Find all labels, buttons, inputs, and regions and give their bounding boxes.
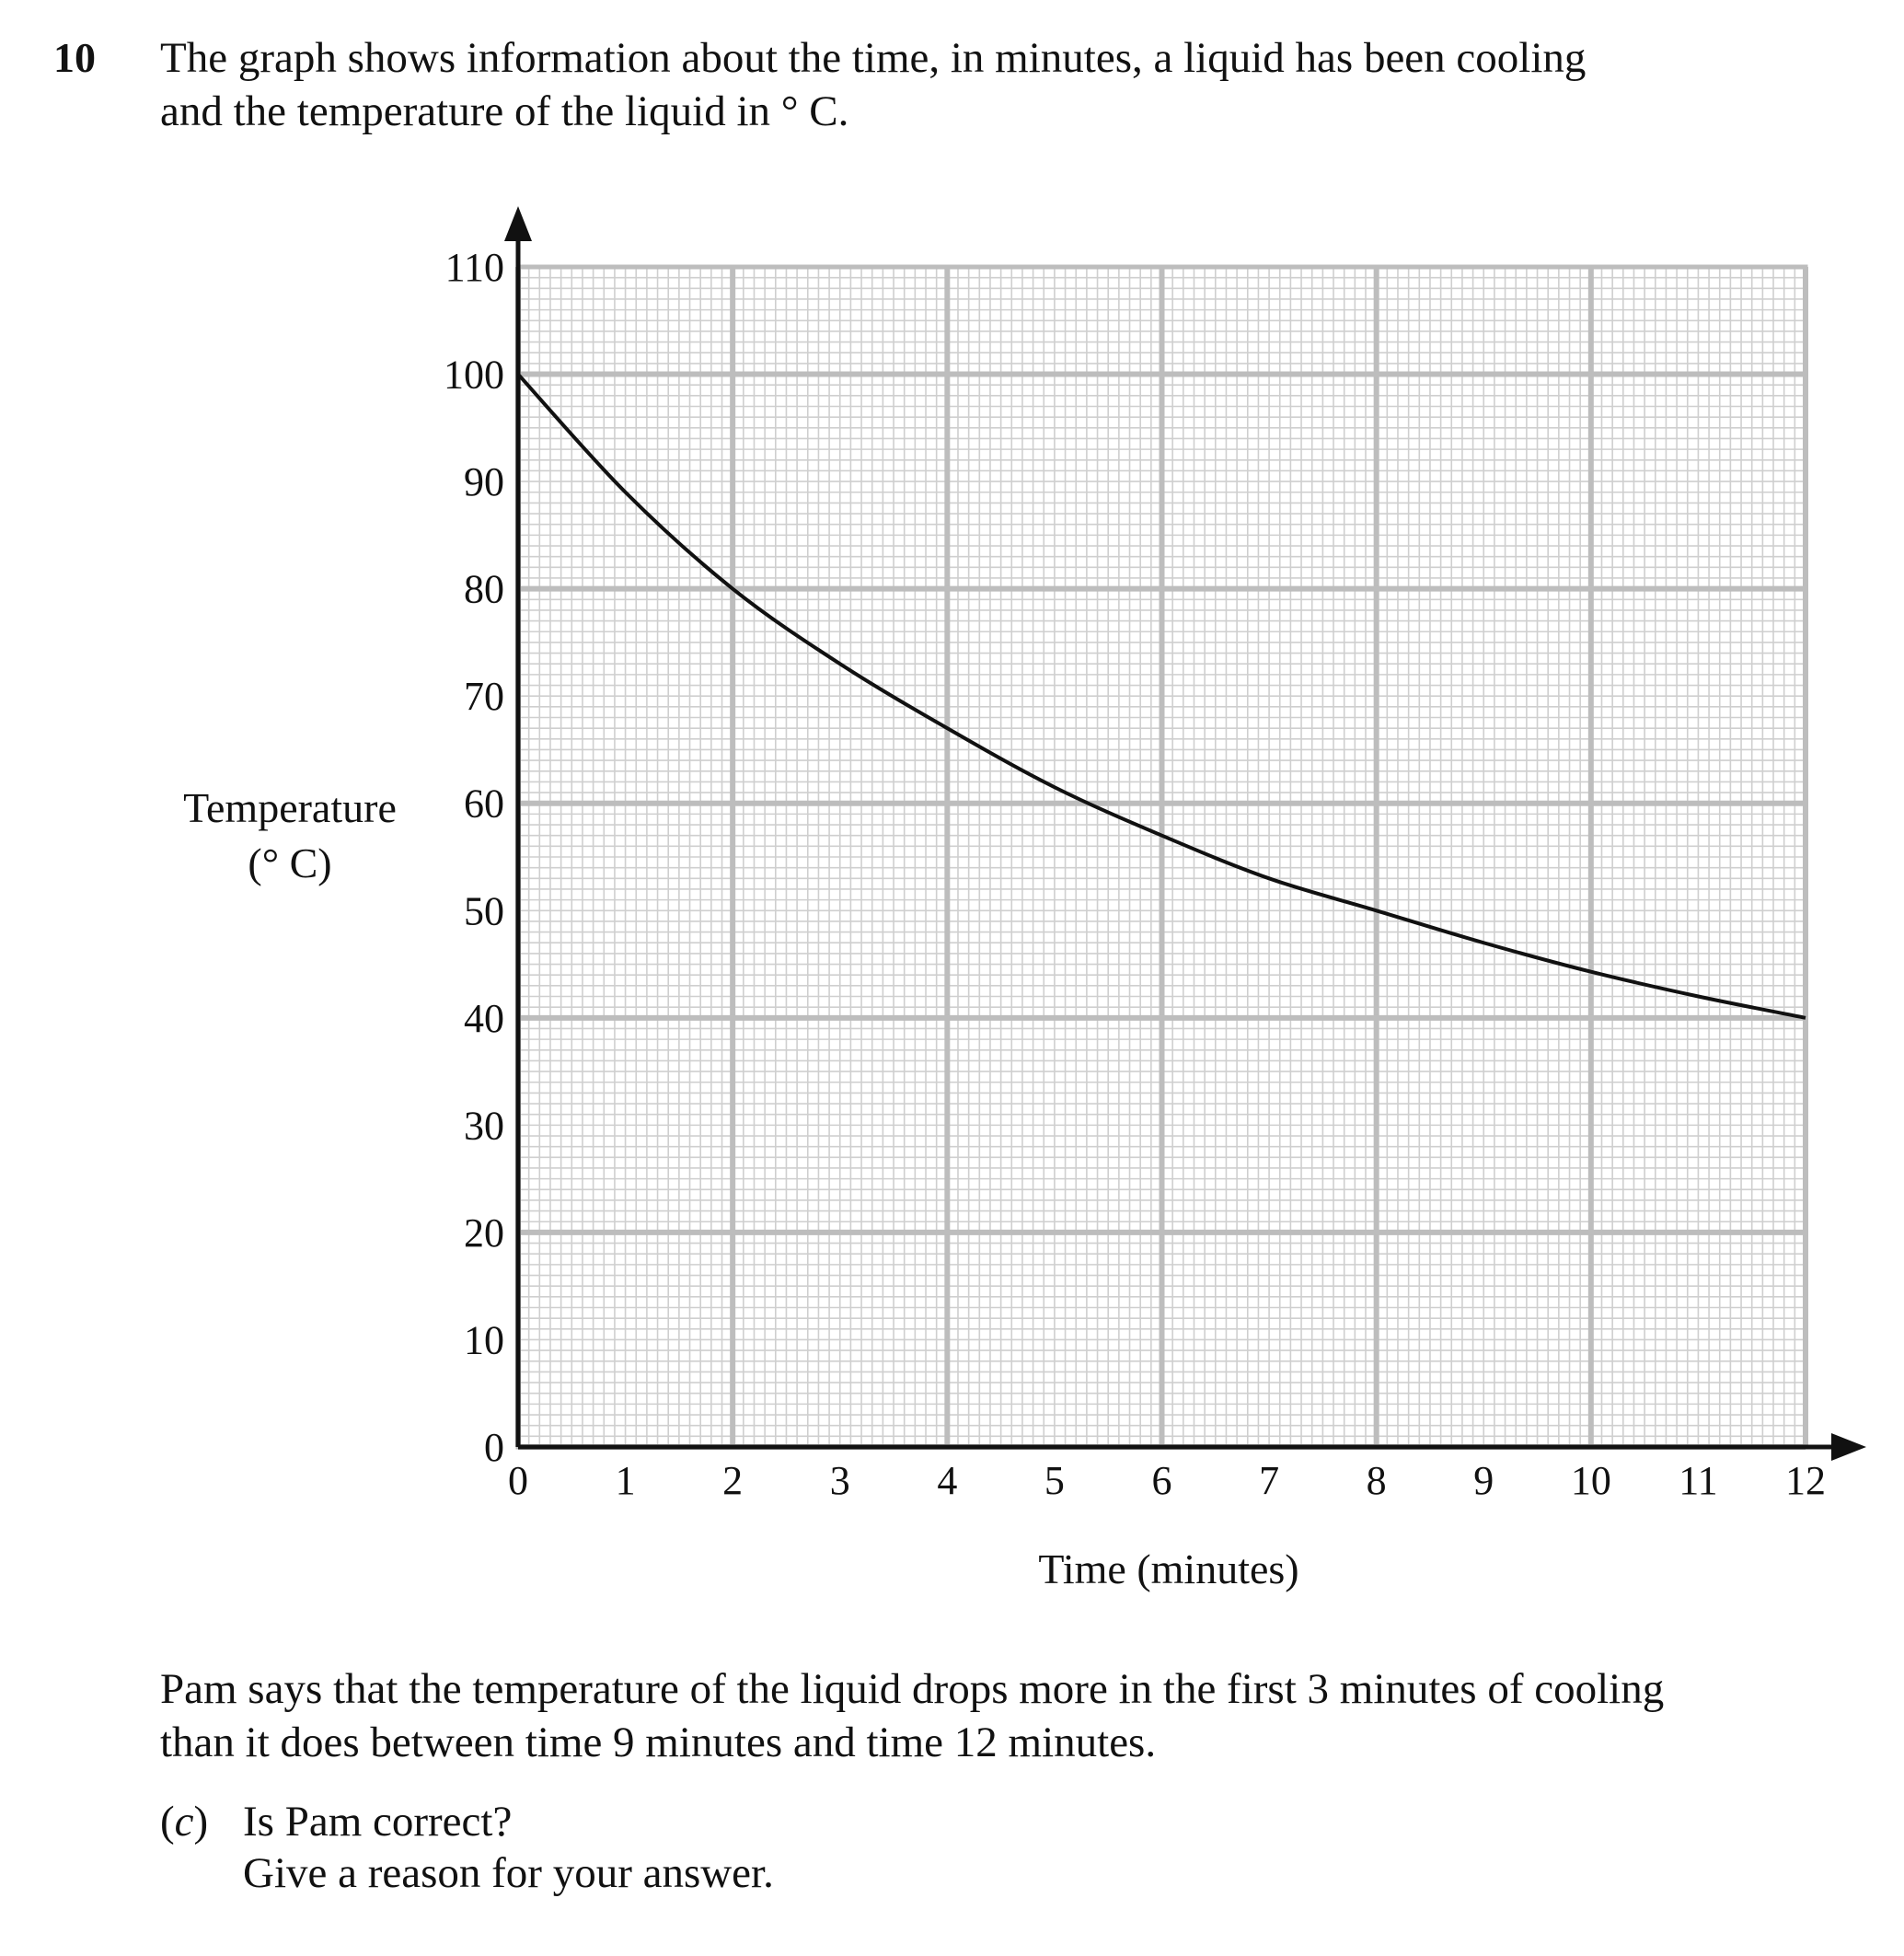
y-tick-label: 10 <box>464 1317 504 1363</box>
question-number: 10 <box>53 34 96 81</box>
part-label: (c) <box>160 1798 209 1846</box>
x-axis-arrow-icon <box>1831 1433 1866 1461</box>
y-tick-label: 110 <box>444 245 504 290</box>
y-tick-label: 30 <box>464 1103 504 1149</box>
y-tick-label: 90 <box>464 459 504 505</box>
y-tick-label: 80 <box>464 566 504 612</box>
x-tick-label: 0 <box>508 1458 528 1503</box>
y-tick-label: 60 <box>464 781 504 827</box>
y-tick-label: 0 <box>484 1425 504 1470</box>
tick-labels <box>444 245 1826 1503</box>
x-tick-label: 11 <box>1679 1458 1718 1503</box>
x-tick-label: 2 <box>722 1458 744 1503</box>
y-axis-label-line: Temperature <box>183 784 397 831</box>
pam-statement <box>160 1662 1863 1769</box>
x-tick-label: 4 <box>937 1458 958 1503</box>
x-tick-label: 6 <box>1151 1458 1172 1503</box>
y-tick-label: 20 <box>464 1209 504 1256</box>
y-axis-arrow-icon <box>504 206 532 241</box>
x-axis-label: Time (minutes) <box>1038 1545 1299 1592</box>
x-tick-label: 8 <box>1366 1458 1387 1503</box>
pam-line-2: than it does between time 9 minutes and time 12 minutes. <box>160 1719 1157 1766</box>
x-tick-label: 7 <box>1259 1458 1280 1503</box>
part-question-line-1: Is Pam correct? <box>243 1798 513 1846</box>
stem-line-2: and the temperature of the liquid in ° C. <box>160 87 849 135</box>
part-letter: c <box>174 1798 194 1846</box>
y-tick-label: 100 <box>444 352 504 398</box>
x-tick-label: 1 <box>615 1458 636 1503</box>
x-tick-label: 5 <box>1044 1458 1065 1503</box>
stem-line-1: The graph shows information about the time, in minutes, a liquid has been cooling <box>160 34 1587 82</box>
x-tick-label: 12 <box>1785 1458 1826 1503</box>
x-tick-label: 9 <box>1473 1458 1494 1503</box>
y-tick-label: 70 <box>464 674 504 720</box>
pam-line-1: Pam says that the temperature of the liquid drops more in the first 3 minutes of cooling <box>160 1665 1665 1713</box>
x-tick-label: 10 <box>1570 1458 1611 1503</box>
part-question-line-2: Give a reason for your answer. <box>243 1849 774 1897</box>
y-tick-label: 50 <box>464 888 504 934</box>
axes <box>504 206 1866 1461</box>
x-tick-label: 3 <box>829 1458 850 1503</box>
y-axis-label-line: (° C) <box>248 839 332 886</box>
y-tick-label: 40 <box>464 995 504 1041</box>
